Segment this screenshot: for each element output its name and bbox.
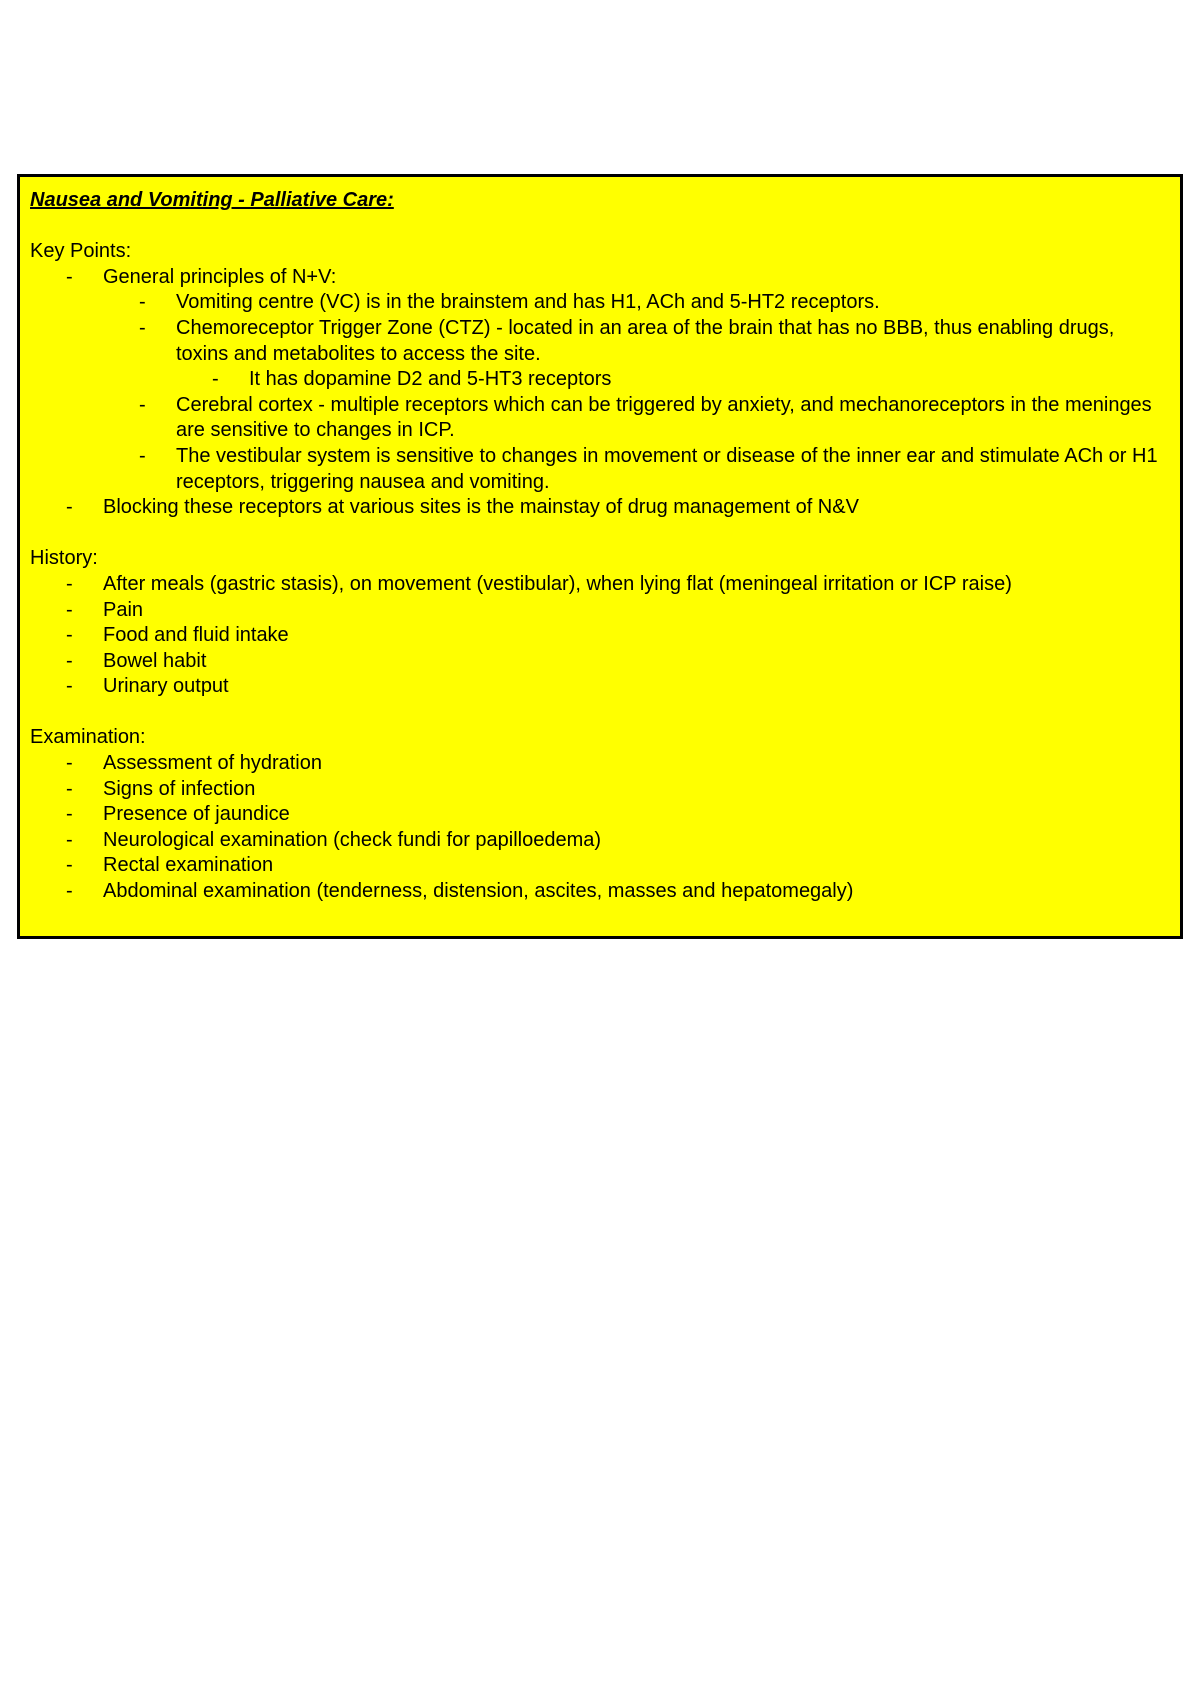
list-item-text: Presence of jaundice xyxy=(103,803,290,826)
list-item xyxy=(30,649,1172,675)
note-box xyxy=(17,174,1183,939)
sub-sub-list xyxy=(176,367,1172,393)
dash-bullet: - xyxy=(66,572,73,595)
list-item-text: The vestibular system is sensitive to changes in movement or disease of the inner ear and stimulate ACh or H1 receptors, triggering nausea and vomiting. xyxy=(176,444,1158,493)
list-item xyxy=(30,598,1172,624)
history-list xyxy=(30,572,1172,700)
list-item-text: Rectal examination xyxy=(103,854,274,877)
list-item xyxy=(30,777,1172,803)
dash-bullet: - xyxy=(139,444,146,467)
list-item-text: After meals (gastric stasis), on movement (vestibular), when lying flat (meningeal irritation or ICP raise) xyxy=(103,572,1012,595)
list-item xyxy=(30,623,1172,649)
dash-bullet: - xyxy=(66,675,73,698)
list-item xyxy=(30,751,1172,777)
key-points-heading: Key Points: xyxy=(30,240,132,263)
dash-bullet: - xyxy=(139,393,146,416)
list-item xyxy=(30,828,1172,854)
dash-bullet: - xyxy=(66,265,73,288)
list-item xyxy=(30,802,1172,828)
dash-bullet: - xyxy=(139,316,146,339)
list-item-text: Blocking these receptors at various sites is the mainstay of drug management of N&V xyxy=(103,496,859,519)
dash-bullet: - xyxy=(66,854,73,877)
document-title: Nausea and Vomiting - Palliative Care: xyxy=(30,189,394,211)
dash-bullet: - xyxy=(139,291,146,314)
list-item xyxy=(30,879,1172,905)
examination-heading: Examination: xyxy=(30,726,146,749)
list-item xyxy=(103,393,1172,444)
list-item-text: Vomiting centre (VC) is in the brainstem and has H1, ACh and 5-HT2 receptors. xyxy=(176,291,880,314)
sub-list xyxy=(103,290,1172,495)
list-item-text: Cerebral cortex - multiple receptors which can be triggered by anxiety, and mechanoreceptors in the meninges are sensitive to changes in ICP. xyxy=(176,393,1152,442)
dash-bullet: - xyxy=(66,752,73,775)
list-item-text: Bowel habit xyxy=(103,649,207,672)
dash-bullet: - xyxy=(66,777,73,800)
dash-bullet: - xyxy=(66,649,73,672)
list-item-text: Signs of infection xyxy=(103,777,256,800)
list-item xyxy=(103,316,1172,393)
list-item xyxy=(30,853,1172,879)
dash-bullet: - xyxy=(66,828,73,851)
dash-bullet: - xyxy=(66,880,73,903)
list-item-text: Food and fluid intake xyxy=(103,624,289,647)
dash-bullet: - xyxy=(66,598,73,621)
list-item xyxy=(30,495,1172,521)
examination-list xyxy=(30,751,1172,905)
list-item-text: General principles of N+V: xyxy=(103,265,337,288)
list-item xyxy=(30,265,1172,495)
dash-bullet: - xyxy=(66,803,73,826)
list-item xyxy=(176,367,1172,393)
dash-bullet: - xyxy=(66,496,73,519)
list-item-text: Chemoreceptor Trigger Zone (CTZ) - located in an area of the brain that has no BBB, thus enabling drugs, toxins and metabolites to access the site. xyxy=(176,316,1115,365)
list-item-text: Neurological examination (check fundi for papilloedema) xyxy=(103,828,602,851)
list-item-text: Pain xyxy=(103,598,144,621)
key-points-list xyxy=(30,265,1172,521)
list-item-text: Assessment of hydration xyxy=(103,752,322,775)
list-item xyxy=(30,674,1172,700)
spacer xyxy=(30,700,1172,726)
spacer xyxy=(30,214,1172,240)
dash-bullet: - xyxy=(212,368,219,391)
dash-bullet: - xyxy=(66,624,73,647)
list-item xyxy=(30,572,1172,598)
list-item-text: Urinary output xyxy=(103,675,229,698)
list-item xyxy=(103,444,1172,495)
list-item xyxy=(103,290,1172,316)
list-item-text: Abdominal examination (tenderness, distension, ascites, masses and hepatomegaly) xyxy=(103,880,854,903)
list-item-text: It has dopamine D2 and 5-HT3 receptors xyxy=(249,368,612,391)
history-heading: History: xyxy=(30,547,98,570)
spacer xyxy=(30,521,1172,547)
